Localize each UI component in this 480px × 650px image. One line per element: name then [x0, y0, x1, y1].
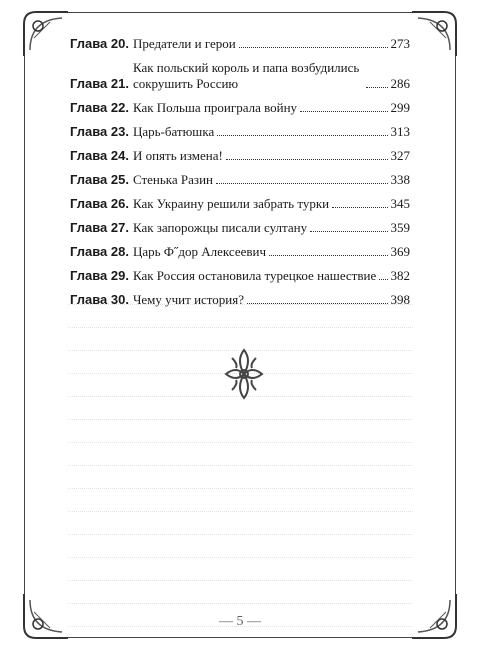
chapter-number: Глава 22.	[70, 100, 129, 115]
toc-entry	[70, 60, 410, 92]
corner-ornament-icon	[410, 10, 458, 58]
toc-entry	[70, 172, 410, 188]
toc-entry	[70, 148, 410, 164]
page-ref: 313	[390, 124, 410, 139]
border-right	[455, 50, 456, 600]
chapter-title: И опять измена!	[132, 148, 223, 163]
border-left	[24, 50, 25, 600]
corner-ornament-icon	[22, 10, 70, 58]
floral-ornament-icon	[222, 346, 266, 402]
bleed-through-text	[68, 286, 413, 631]
toc-entry	[70, 220, 410, 236]
page-ref: 359	[390, 220, 410, 235]
chapter-number: Глава 21.	[70, 76, 129, 91]
dot-leader	[247, 303, 387, 304]
page-ref: 345	[390, 196, 410, 211]
dot-leader	[226, 159, 388, 160]
dot-leader	[366, 87, 388, 88]
chapter-number: Глава 26.	[70, 196, 129, 211]
toc-entry	[70, 244, 410, 260]
dot-leader	[269, 255, 388, 256]
dot-leader	[216, 183, 388, 184]
border-top	[60, 12, 420, 13]
toc-entry	[70, 36, 410, 52]
chapter-title: Как Польша проиграла войну	[132, 100, 298, 115]
dot-leader	[217, 135, 387, 136]
chapter-title: Царь Ф˝дор Алексеевич	[132, 244, 266, 259]
border-bottom	[60, 637, 420, 638]
page-ref: 398	[390, 292, 410, 307]
page-ref: 338	[390, 172, 410, 187]
chapter-title: Царь-батюшка	[132, 124, 215, 139]
dot-leader	[332, 207, 387, 208]
chapter-number: Глава 28.	[70, 244, 129, 259]
toc-entry	[70, 268, 410, 284]
page-ref: 369	[390, 244, 410, 259]
chapter-number: Глава 29.	[70, 268, 129, 283]
chapter-title: Как Украину решили забрать турки	[132, 196, 330, 211]
chapter-title: Стенька Разин	[132, 172, 213, 187]
chapter-title: Как запорожцы писали султану	[132, 220, 308, 235]
dot-leader	[300, 111, 387, 112]
toc-entry	[70, 100, 410, 116]
chapter-number: Глава 30.	[70, 292, 129, 307]
dot-leader	[239, 47, 388, 48]
chapter-title: Предатели и герои	[132, 36, 236, 51]
page-ref: 299	[390, 100, 410, 115]
chapter-number: Глава 24.	[70, 148, 129, 163]
chapter-number: Глава 20.	[70, 36, 129, 51]
page-number: — 5 —	[219, 614, 261, 629]
chapter-number: Глава 23.	[70, 124, 129, 139]
table-of-contents	[70, 36, 410, 316]
chapter-title: Чему учит история?	[132, 292, 245, 307]
page-ref: 327	[390, 148, 410, 163]
dot-leader	[379, 279, 387, 280]
chapter-title: Как польский король и папа возбудились сокрушить Россию	[132, 60, 360, 91]
toc-entry	[70, 124, 410, 140]
dot-leader	[310, 231, 387, 232]
chapter-number: Глава 27.	[70, 220, 129, 235]
chapter-title: Как Россия остановила турецкое нашествие	[132, 268, 377, 283]
chapter-number: Глава 25.	[70, 172, 129, 187]
page-ref: 382	[390, 268, 410, 283]
page-ref: 273	[390, 36, 410, 51]
toc-entry	[70, 292, 410, 308]
page-ref: 286	[390, 76, 410, 91]
toc-entry	[70, 196, 410, 212]
